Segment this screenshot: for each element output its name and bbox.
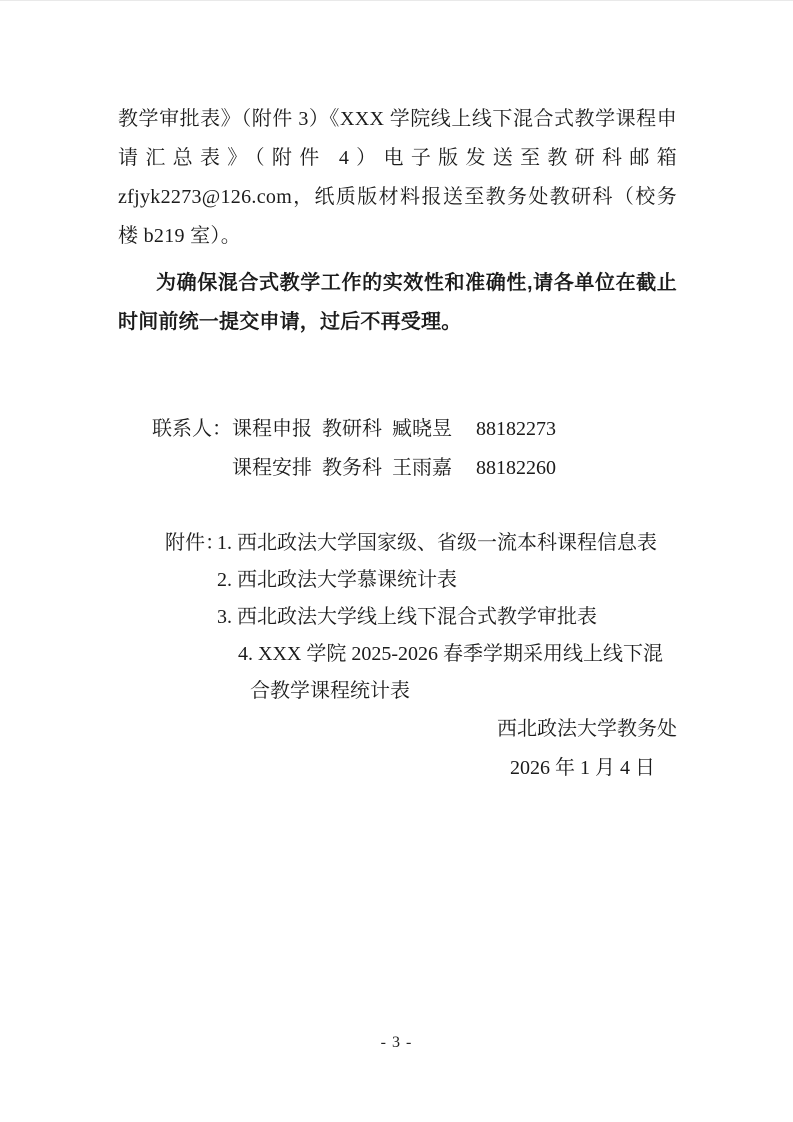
contact-phone: 88182260 <box>476 457 556 479</box>
attachments-label: 附件： <box>165 532 225 554</box>
contact-role: 课程安排 <box>232 457 312 479</box>
attachments-block <box>165 525 677 710</box>
contacts-label: 联系人： <box>152 418 232 440</box>
attachment-item: 3. 西北政法大学线上线下混合式教学审批表 <box>217 606 597 628</box>
document-body <box>118 100 677 788</box>
contact-dept: 教研科 <box>322 418 382 440</box>
contact-dept: 教务科 <box>322 457 382 479</box>
attachments-list <box>217 525 677 710</box>
page-number: - 3 - <box>380 1034 413 1051</box>
signature-organization: 西北政法大学教务处 <box>497 718 677 740</box>
paragraph-submission-instructions: 教学审批表》（附件 3）《XXX 学院线上线下混合式教学课程申请汇总表》（附件 4）电子版发送至教研科邮箱 zfjyk2273@126.com，纸质版材料报送至教务处教研科（校务楼 b219 室）。 <box>118 108 677 247</box>
contact-line <box>152 410 677 449</box>
attachment-item: 2. 西北政法大学慕课统计表 <box>217 569 457 591</box>
signature-block <box>118 710 677 788</box>
attachment-item: 1. 西北政法大学国家级、省级一流本科课程信息表 <box>217 532 657 554</box>
contact-line <box>152 449 677 488</box>
contact-role: 课程申报 <box>232 418 312 440</box>
contacts-block <box>152 410 677 488</box>
paragraph-deadline-warning: 为确保混合式教学工作的实效性和准确性,请各单位在截止时间前统一提交申请，过后不再受理。 <box>118 272 677 333</box>
contact-name: 臧晓昱 <box>392 418 452 440</box>
signature-date: 2026 年 1 月 4 日 <box>510 757 655 779</box>
contact-phone: 88182273 <box>476 418 556 440</box>
contact-name: 王雨嘉 <box>392 457 452 479</box>
attachment-item: 4. XXX 学院 2025-2026 春季学期采用线上线下混合教学课程统计表 <box>238 643 663 702</box>
